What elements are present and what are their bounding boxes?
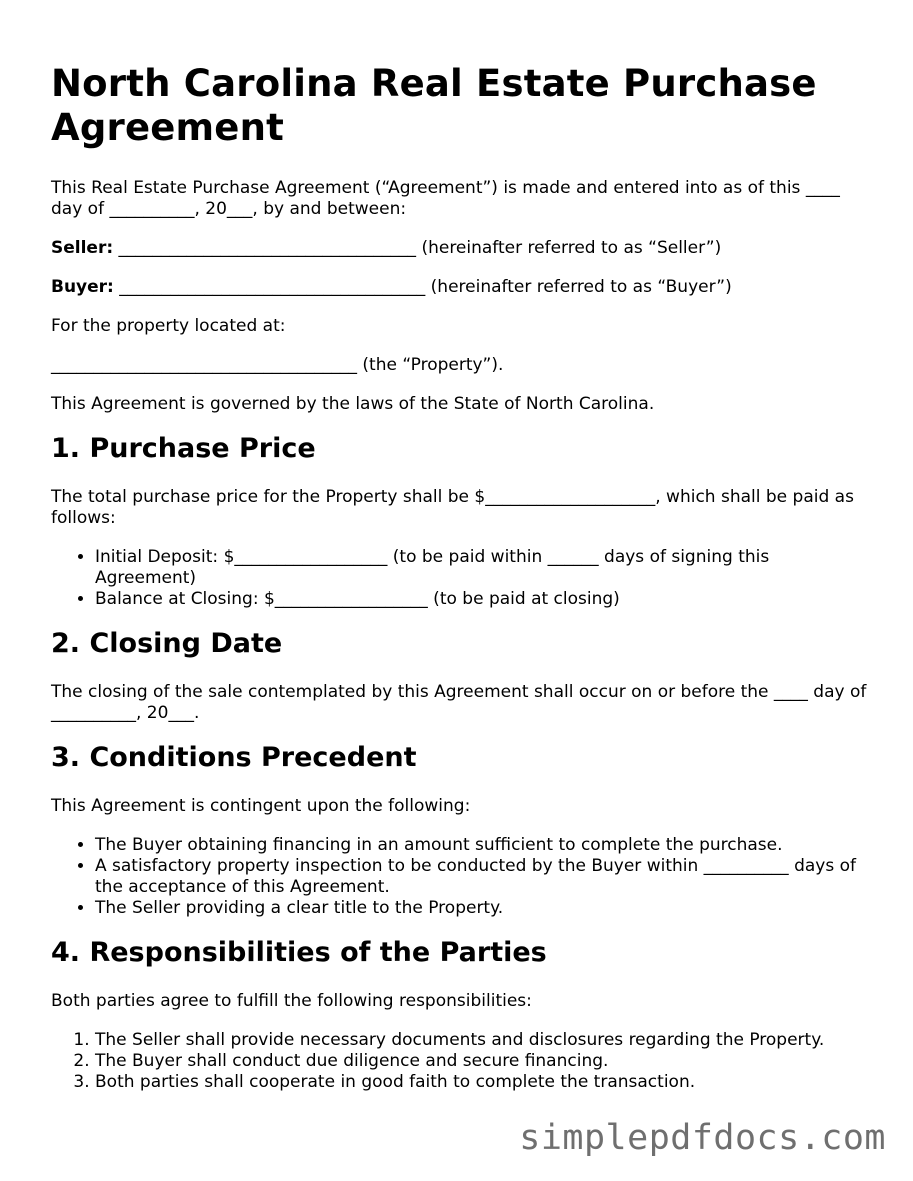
governing-law: This Agreement is governed by the laws of the State of North Carolina. [51,394,655,414]
section-heading-responsibilities: 4. Responsibilities of the Parties [51,937,547,968]
list-item: • Initial Deposit: $__________________ (to be paid within ______ days of signing this Agreement) [95,547,871,589]
seller-text: ___________________________________ (hereinafter referred to as “Seller”) [113,238,722,258]
list-item: • Balance at Closing: $__________________ (to be paid at closing) [95,589,871,610]
list-item: • A satisfactory property inspection to be conducted by the Buyer within __________ days of the acceptance of this Agreement. [95,856,871,898]
property-intro: For the property located at: [51,316,286,336]
closing-date-text: The closing of the sale contemplated by this Agreement shall occur on or before the ____ day of __________, 20___. [51,682,867,723]
watermark: simplepdfdocs.com [519,1118,886,1158]
section-heading-purchase-price: 1. Purchase Price [51,433,316,464]
seller-label: Seller: [51,238,114,258]
responsibilities-text: Both parties agree to fulfill the following responsibilities: [51,991,532,1011]
purchase-price-list [51,547,871,610]
intro-paragraph: This Real Estate Purchase Agreement (“Agreement”) is made and entered into as of this ____ day of __________, 20___, by and between: [51,178,840,219]
seller-line [51,238,871,259]
buyer-line [51,277,871,298]
list-item: • The Seller providing a clear title to the Property. [95,898,871,919]
conditions-text: This Agreement is contingent upon the following: [51,796,471,816]
document-page [51,62,871,1111]
purchase-price-text: The total purchase price for the Property shall be $____________________, which shall be paid as follows: [51,487,854,528]
buyer-label: Buyer: [51,277,114,297]
property-line: ____________________________________ (the “Property”). [51,355,504,375]
buyer-text: ____________________________________ (hereinafter referred to as “Buyer”) [113,277,732,297]
section-heading-closing-date: 2. Closing Date [51,628,283,659]
list-item: • The Buyer obtaining financing in an amount sufficient to complete the purchase. [95,835,871,856]
document-title: North Carolina Real Estate Purchase Agreement [51,62,817,149]
conditions-list [51,835,871,919]
list-item: 2. The Buyer shall conduct due diligence and secure financing. [95,1051,871,1072]
list-item: 1. The Seller shall provide necessary documents and disclosures regarding the Property. [95,1030,871,1051]
responsibilities-list [51,1030,871,1093]
section-heading-conditions: 3. Conditions Precedent [51,742,417,773]
list-item: 3. Both parties shall cooperate in good faith to complete the transaction. [95,1072,871,1093]
